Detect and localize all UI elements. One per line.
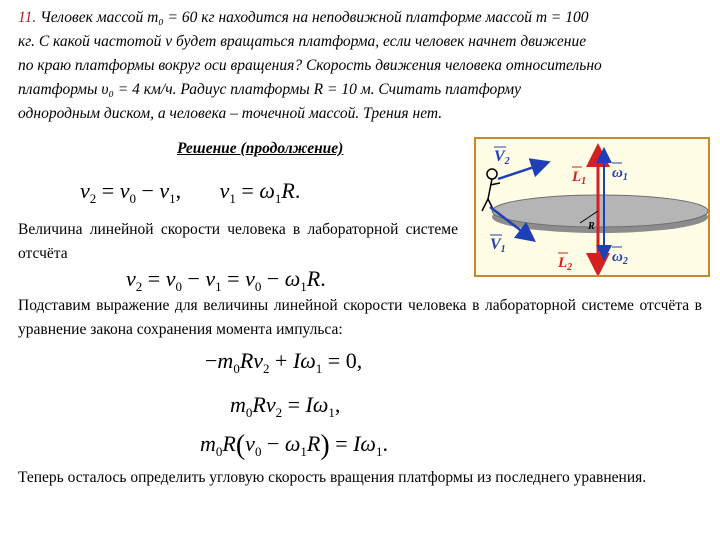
l2-label: $L_2$ <box>558 255 573 273</box>
formula-velocity-relations: $v_2 = v_0 - v_1$, $v_1 = \omega_1R$. <box>80 178 301 206</box>
problem-statement <box>18 6 702 126</box>
formula-momentum-conservation: $-m_0Rv_2 + I\omega_1 = 0$, <box>205 348 363 376</box>
person-head <box>487 169 497 179</box>
radius-label: R <box>588 221 595 232</box>
omega1-label: $\omega_1$ <box>612 165 628 183</box>
v2-label: V2 <box>494 148 510 167</box>
paragraph-substitution: Подставим выражение для величины линейной скорости человека в лабораторной системе отсчёта в уравнение закона сохранения момента импульса: <box>18 297 702 338</box>
paragraph-lab-velocity: Величина линейной скорости человека в лабораторной системе отсчёта <box>18 221 458 262</box>
problem-line-3: по краю платформы вокруг оси вращения? Скорость движения человека относительно <box>18 57 602 74</box>
problem-number: 11. <box>18 9 37 26</box>
omega2-label: $\omega_2$ <box>612 249 628 267</box>
formula-v2-expression: $v_2 = v_0 - v_1 = v_0 - \omega_1R$. <box>126 266 326 294</box>
formula-momentum-balance: $m_0Rv_2 = I\omega_1$, <box>230 392 341 420</box>
v1-label: V1 <box>490 236 506 255</box>
problem-line-1: 11. Человек массой m₀ = 60 кг находится на неподвижной платформе массой m = 100 <box>18 9 589 26</box>
platform-disk-top <box>492 195 708 227</box>
platform-diagram <box>476 139 708 275</box>
formula-final-equation: $m_0R(v_0 - \omega_1R) = I\omega_1$. <box>200 430 388 461</box>
person-body <box>488 179 492 199</box>
rotating-platform-figure <box>474 137 710 277</box>
problem-line-5: однородным диском, а человека – точечной массой. Трения нет. <box>18 105 443 122</box>
solution-title: Решение (продолжение) <box>177 140 344 157</box>
problem-line-4: платформы υ₀ = 4 км/ч. Радиус платформы R = 10 м. Считать платформу <box>18 81 522 98</box>
problem-line-2: кг. С какой частотой ν будет вращаться платформа, если человек начнет движение <box>18 33 587 50</box>
paragraph-conclusion: Теперь осталось определить угловую скорость вращения платформы из последнего уравнения. <box>18 469 647 486</box>
l1-label: $L_1$ <box>572 169 587 187</box>
